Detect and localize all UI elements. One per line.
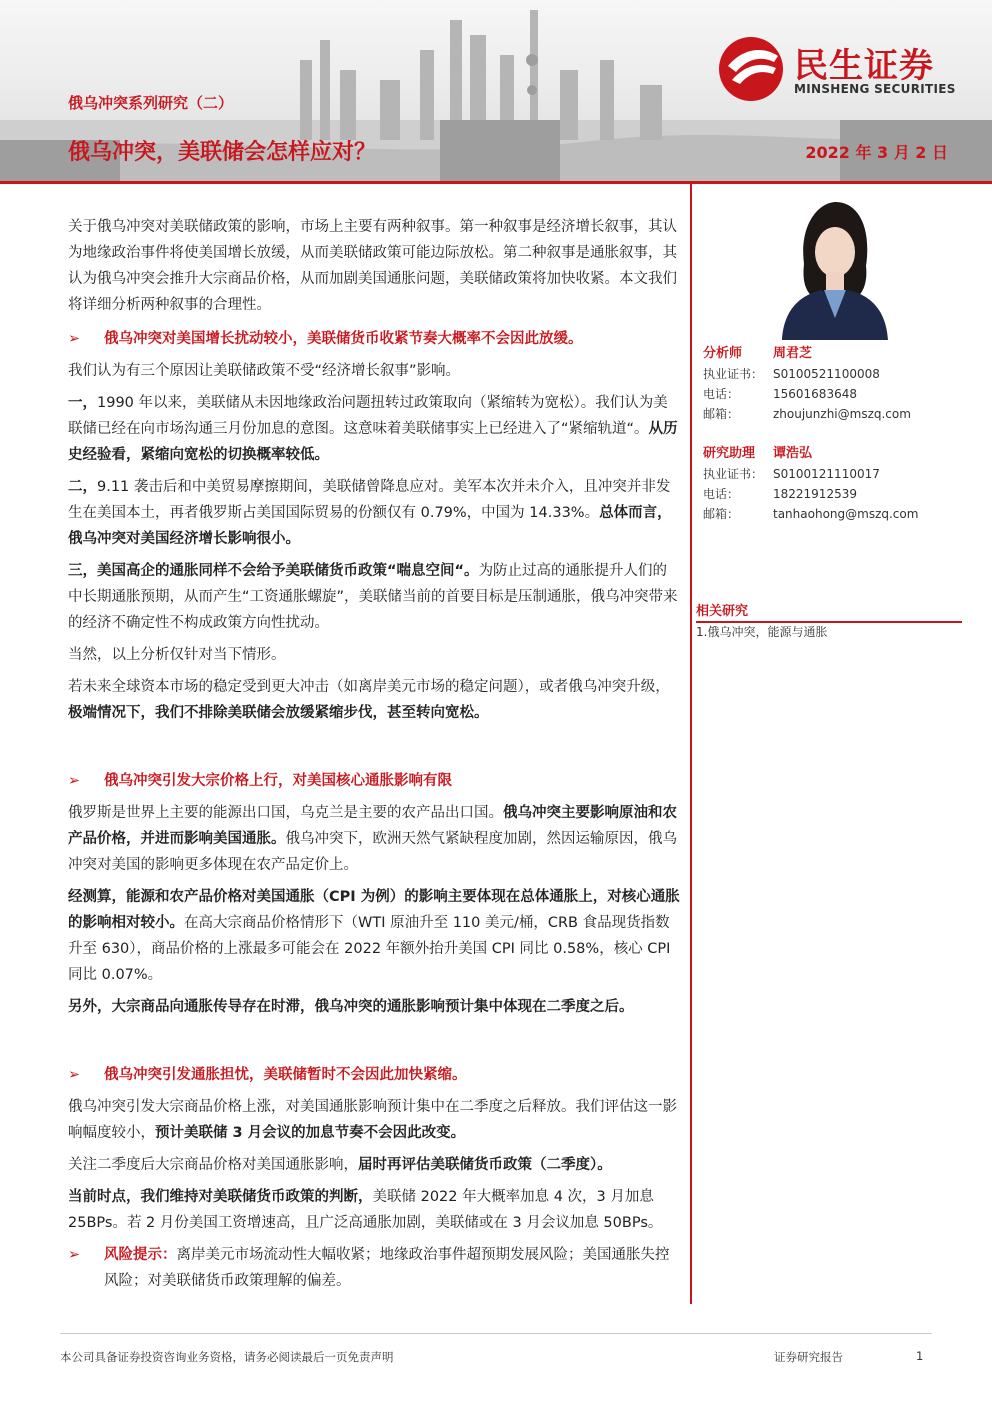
paragraph: 三，美国高企的通胀同样不会给予美联储货币政策“喘息空间“。为防止过高的通胀提升人们的中长期通胀预期，从而产生“工资通胀螺旋”，美联储当前的首要目标是压制通胀，俄乌冲突带来的经济不确定性不构成政策方向性扰动。 <box>68 563 678 631</box>
analyst-cert: S0100521100008 <box>773 367 880 381</box>
analyst-block: 分析师 周君芝 执业证书： S0100521100008 电话： 15601683648 邮箱： zhoujunzhi@mszq.com <box>703 344 973 424</box>
section-heading-3: ➢ 俄乌冲突引发通胀担忧，美联储暂时不会因此加快紧缩。 <box>68 1062 680 1088</box>
paragraph: 关注二季度后大宗商品价格对美国通胀影响，届时再评估美联储货币政策（二季度）。 <box>68 1157 612 1173</box>
logo-name-cn: 民生证券 <box>794 46 934 86</box>
paragraph: 一，1990 年以来，美联储从未因地缘政治问题扭转过政策取向（紧缩转为宽松）。我们认为美联储已经在向市场沟通三月份加息的意图。这意味着美联储事实上已经进入了“紧缩轨道“。从历史经验看，紧缩向宽松的切换概率较低。 <box>68 395 678 463</box>
intro-paragraph: 关于俄乌冲突对美联储政策的影响，市场上主要有两种叙事。第一种叙事是经济增长叙事，其认为地缘政治事件将使美国增长放缓，从而美联储政策可能边际放松。第二种叙事是通胀叙事，其认为俄乌冲突会推升大宗商品价格，从而加剧美国通胀问题，美联储政策将加快收紧。本文我们将详细分析两种叙事的合理性。 <box>68 219 677 313</box>
logo-mark-icon <box>718 36 788 102</box>
assistant-cert: S0100121110017 <box>773 467 880 481</box>
related-research-heading: 相关研究 <box>696 600 962 623</box>
bullet-arrow-icon: ➢ <box>68 331 81 347</box>
analyst-email[interactable]: zhoujunzhi@mszq.com <box>773 407 911 421</box>
paragraph: 我们认为有三个原因让美联储政策不受“经济增长叙事”影响。 <box>68 363 461 379</box>
report-title: 俄乌冲突，美联储会怎样应对？ <box>68 140 377 165</box>
related-research-item[interactable]: 1.俄乌冲突，能源与通胀 <box>696 625 828 639</box>
assistant-email[interactable]: tanhaohong@mszq.com <box>773 507 919 521</box>
footer-disclaimer: 本公司具备证券投资咨询业务资格，请务必阅读最后一页免责声明 <box>60 1350 394 1364</box>
page-number: 1 <box>916 1349 924 1363</box>
assistant-name: 谭浩弘 <box>773 446 813 461</box>
assistant-block: 研究助理 谭浩弘 执业证书： S0100121110017 电话： 18221912539 邮箱： tanhaohong@mszq.com <box>703 444 973 524</box>
bullet-arrow-icon: ➢ <box>68 1247 81 1263</box>
header-divider <box>0 181 992 184</box>
section-heading-2: ➢ 俄乌冲突引发大宗价格上行，对美国核心通胀影响有限 <box>68 768 680 794</box>
paragraph: 当前时点，我们维持对美联储货币政策的判断，美联储 2022 年大概率加息 4 次，3 月加息 25BPs。若 2 月份美国工资增速高，且广泛高通胀加剧，美联储或在 3 月会议加息 50BPs。 <box>68 1189 663 1231</box>
paragraph: 二，9.11 袭击后和中美贸易摩擦期间，美联储曾降息应对。美军本次并未介入，且冲突并非发生在美国本土，再者俄罗斯占美国国际贸易的份额仅有 0.79%，中国为 14.33%。总体而言，俄乌冲突对美国经济增长影响很小。 <box>68 479 672 547</box>
assistant-role: 研究助理 <box>703 446 756 461</box>
analyst-role: 分析师 <box>703 346 743 361</box>
bullet-arrow-icon: ➢ <box>68 773 81 789</box>
analyst-photo <box>774 194 894 340</box>
section-heading-1: ➢ 俄乌冲突对美国增长扰动较小，美联储货币收紧节奏大概率不会因此放缓。 <box>68 326 680 352</box>
logo-name-en: MINSHENG SECURITIES <box>794 82 956 96</box>
main-content <box>68 214 680 1300</box>
company-logo <box>718 36 968 102</box>
risk-warning: ➢ 风险提示：离岸美元市场流动性大幅收紧；地缘政治事件超预期发展风险；美国通胀失控风险；对美联储货币政策理解的偏差。 <box>68 1242 680 1294</box>
paragraph: 若未来全球资本市场的稳定受到更大冲击（如离岸美元市场的稳定问题），或者俄乌冲突升级，极端情况下，我们不排除美联储会放缓紧缩步伐，甚至转向宽松。 <box>68 679 670 721</box>
analyst-name: 周君芝 <box>773 346 813 361</box>
paragraph: 俄乌冲突引发大宗商品价格上涨，对美国通胀影响预计集中在二季度之后释放。我们评估这一影响幅度较小，预计美联储 3 月会议的加息节奏不会因此改变。 <box>68 1099 677 1141</box>
paragraph: 经测算，能源和农产品价格对美国通胀（CPI 为例）的影响主要体现在总体通胀上，对核心通胀的影响相对较小。在高大宗商品价格情形下（WTI 原油升至 110 美元/桶，CRB 食品现货指数升至 630），商品价格的上涨最多可能会在 2022 年额外抬升美国 CPI 同比 0.58%，核心 CPI 同比 0.07%。 <box>68 889 680 983</box>
assistant-phone: 18221912539 <box>773 487 857 501</box>
header-banner <box>0 0 992 182</box>
analyst-phone: 15601683648 <box>773 387 857 401</box>
column-divider <box>690 184 692 1304</box>
bullet-arrow-icon: ➢ <box>68 1067 81 1083</box>
footer-report-type: 证券研究报告 <box>774 1350 843 1364</box>
footer-divider <box>60 1333 932 1334</box>
series-title: 俄乌冲突系列研究（二） <box>68 94 234 112</box>
paragraph: 俄罗斯是世界上主要的能源出口国，乌克兰是主要的农产品出口国。俄乌冲突主要影响原油和农产品价格，并进而影响美国通胀。俄乌冲突下，欧洲天然气紧缺程度加剧，然因运输原因，俄乌冲突对美国的影响更多体现在农产品定价上。 <box>68 805 677 873</box>
paragraph: 当然，以上分析仅针对当下情形。 <box>68 647 286 663</box>
report-date: 2022 年 3 月 2 日 <box>805 143 948 162</box>
paragraph: 另外，大宗商品向通胀传导存在时滞，俄乌冲突的通胀影响预计集中体现在二季度之后。 <box>68 999 634 1015</box>
